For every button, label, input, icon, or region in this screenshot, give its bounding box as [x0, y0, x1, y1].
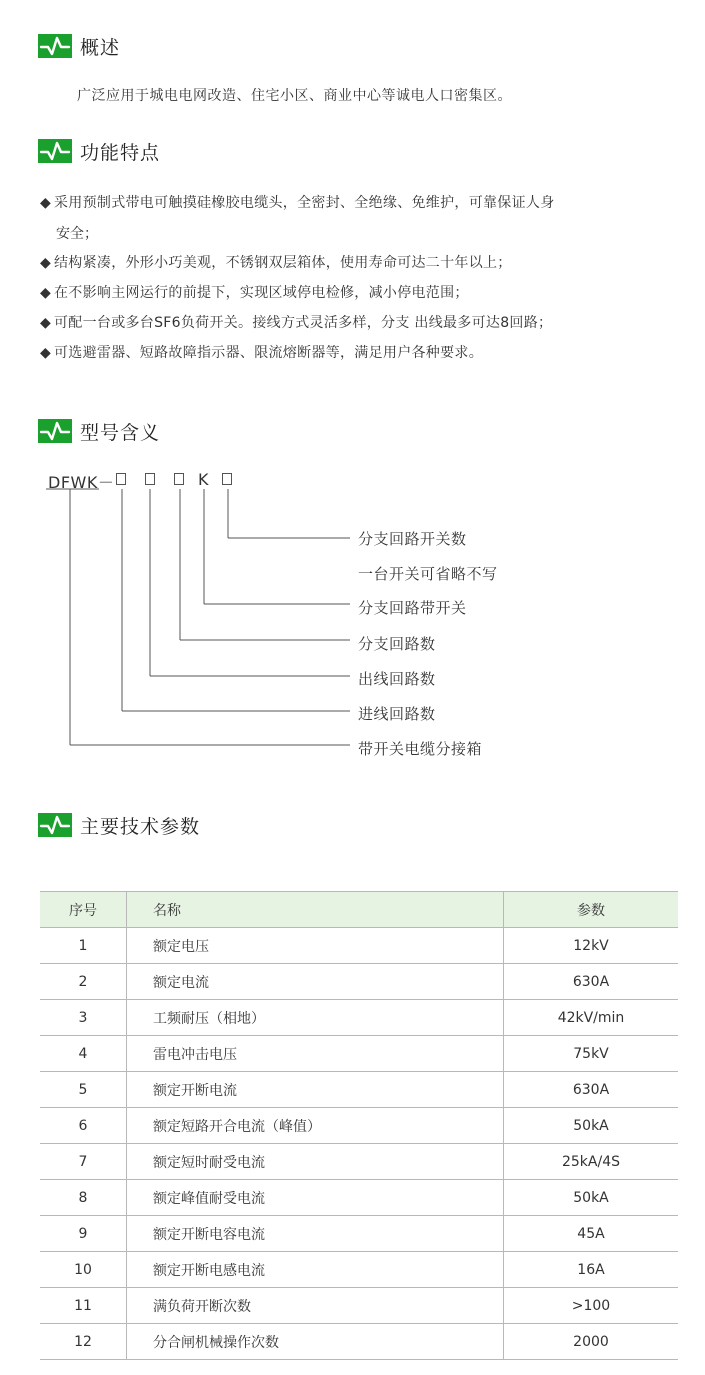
cell-value: 2000: [504, 1324, 679, 1360]
spec-table: [40, 891, 678, 1360]
table-row: [40, 1036, 678, 1072]
cell-value: 75kV: [504, 1036, 679, 1072]
cell-value: 42kV/min: [504, 1000, 679, 1036]
cell-index: 11: [40, 1288, 127, 1324]
table-row: [40, 1252, 678, 1288]
overview-text: 广泛应用于城电电网改造、住宅小区、商业中心等诚电人口密集区。: [77, 88, 512, 104]
diagram-label: 出线回路数: [358, 670, 436, 688]
column-header-index: 序号: [40, 892, 127, 928]
section-heading-icon: [38, 813, 72, 837]
cell-value: 630A: [504, 1072, 679, 1108]
table-row: [40, 1324, 678, 1360]
overview-title: 概述: [80, 36, 121, 59]
cell-index: 7: [40, 1144, 127, 1180]
cell-name: 额定开断电感电流: [127, 1252, 504, 1288]
cell-value: 630A: [504, 964, 679, 1000]
cell-name: 工频耐压（相地）: [127, 1000, 504, 1036]
diamond-bullet-icon: ◆: [40, 345, 52, 361]
cell-name: 分合闸机械操作次数: [127, 1324, 504, 1360]
column-header-name: 名称: [127, 892, 504, 928]
cell-value: 50kA: [504, 1108, 679, 1144]
diagram-label: 分支回路数: [358, 635, 436, 653]
table-row: [40, 1216, 678, 1252]
cell-index: 4: [40, 1036, 127, 1072]
cell-value: 50kA: [504, 1180, 679, 1216]
feature-text: 结构紧凑，外形小巧美观，不锈钢双层箱体，使用寿命可达二十年以上；: [54, 255, 512, 271]
specs-title: 主要技术参数: [80, 815, 201, 838]
feature-text: 可配一台或多台SF6负荷开关。接线方式灵活多样，分支 出线最多可达8回路；: [54, 315, 553, 331]
cell-value: 16A: [504, 1252, 679, 1288]
cell-index: 10: [40, 1252, 127, 1288]
diamond-bullet-icon: ◆: [40, 315, 52, 331]
table-row: [40, 928, 678, 964]
cell-index: 3: [40, 1000, 127, 1036]
table-row: [40, 1072, 678, 1108]
diamond-bullet-icon: ◆: [40, 285, 52, 301]
table-row: [40, 1000, 678, 1036]
table-row: [40, 1180, 678, 1216]
feature-text: 在不影响主网运行的前提下，实现区域停电检修，减小停电范围；: [54, 285, 469, 301]
table-row: [40, 1108, 678, 1144]
cell-name: 满负荷开断次数: [127, 1288, 504, 1324]
diagram-label: 进线回路数: [358, 705, 436, 723]
model-code: DFWK－: [48, 473, 115, 492]
features-title: 功能特点: [80, 141, 161, 164]
cell-value: 12kV: [504, 928, 679, 964]
cell-value: 45A: [504, 1216, 679, 1252]
section-heading-specs: [38, 812, 200, 838]
cell-name: 额定开断电容电流: [127, 1216, 504, 1252]
cell-value: 25kA/4S: [504, 1144, 679, 1180]
cell-name: 雷电冲击电压: [127, 1036, 504, 1072]
diagram-label: 带开关电缆分接箱: [358, 740, 483, 758]
diamond-bullet-icon: ◆: [40, 255, 52, 271]
column-header-value: 参数: [504, 892, 679, 928]
cell-index: 12: [40, 1324, 127, 1360]
cell-index: 2: [40, 964, 127, 1000]
cell-index: 8: [40, 1180, 127, 1216]
table-row: [40, 1288, 678, 1324]
cell-index: 6: [40, 1108, 127, 1144]
model-title: 型号含义: [80, 421, 161, 444]
table-row: [40, 964, 678, 1000]
feature-continuation: 安全；: [56, 226, 98, 242]
cell-index: 1: [40, 928, 127, 964]
diagram-label: 分支回路开关数: [358, 530, 467, 548]
cell-name: 额定电流: [127, 964, 504, 1000]
cell-name: 额定短时耐受电流: [127, 1144, 504, 1180]
cell-name: 额定峰值耐受电流: [127, 1180, 504, 1216]
feature-text: 采用预制式带电可触摸硅橡胶电缆头，全密封、全绝缘、免维护，可靠保证人身: [54, 195, 555, 211]
diamond-bullet-icon: ◆: [40, 195, 52, 211]
model-k-letter: K: [198, 470, 209, 489]
cell-index: 5: [40, 1072, 127, 1108]
table-row: [40, 1144, 678, 1180]
cell-name: 额定电压: [127, 928, 504, 964]
feature-text: 可选避雷器、短路故障指示器、限流熔断器等，满足用户各种要求。: [54, 345, 483, 361]
table-header-row: [40, 892, 678, 928]
cell-index: 9: [40, 1216, 127, 1252]
cell-name: 额定短路开合电流（峰值）: [127, 1108, 504, 1144]
cell-name: 额定开断电流: [127, 1072, 504, 1108]
cell-value: >100: [504, 1288, 679, 1324]
diagram-label: 一台开关可省略不写: [358, 565, 498, 583]
diagram-label: 分支回路带开关: [358, 599, 467, 617]
